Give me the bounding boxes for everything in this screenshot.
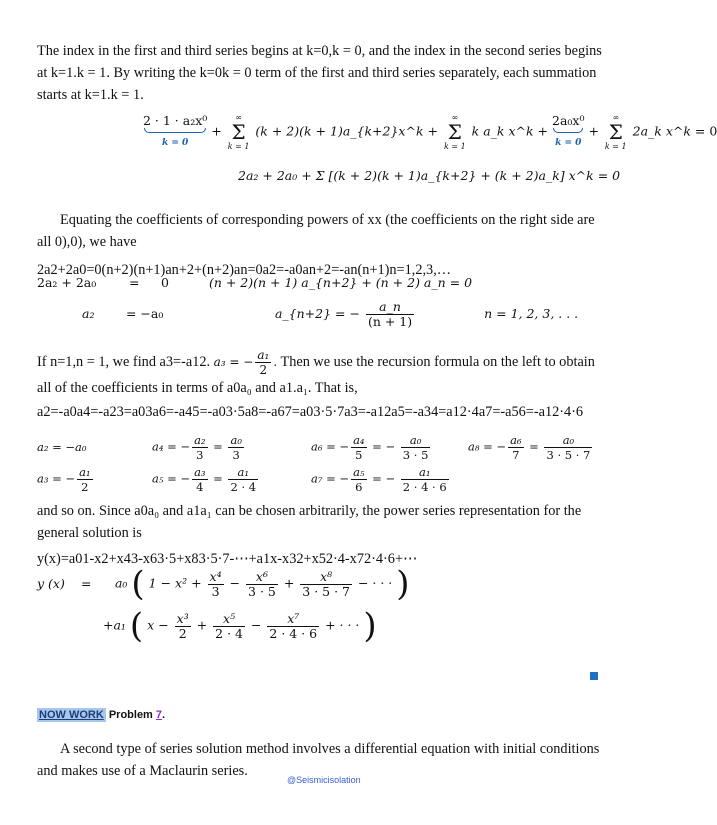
equation-combined: 2a₂ + 2a₀ + Σ [(k + 2)(k + 1)a_{k+2} + (k + 2)a_k] x^k = 0 [238,168,621,183]
paragraph-index-note: The index in the first and third series begins at k=0,k = 0, and the index in the second series begins at k=1.k = 1. By writing the k=0k = 0 term of the first and third series separately, each summation starts at k=1.k = 1. [37,43,602,103]
paragraph-maclaurin: A second type of series solution method involves a differential equation with initial conditions and makes use of a Maclaurin series. [37,741,600,779]
series-line-2: +a₁ ( x − $\frac{\text{x³}}{2}$ + $\frac{\text{x⁵}}{2 \cdot 4}$ − $\frac{\text{x⁷}}{2 \cdot 4 \cdot 6}$ + · · · ) [103,606,377,646]
sum-body-3: 2a_k x^k [632,123,691,139]
paragraph-equating: Equating the coefficients of corresponding powers of xx (the coefficients on the right side are all 0),0), we have [37,212,595,250]
coeff-a2: a₂ = −a₀ [37,440,87,454]
term-second: 2a₀x⁰ [552,113,585,128]
sum-symbol: ∞ Σ k = 1 [227,113,250,151]
brace-term-k0-a [143,113,207,148]
sum-body-1: (k + 2)(k + 1)a_{k+2}x^k [255,123,424,139]
coeff-a4: a₄ = − $\frac{\text{a₂}}{3}$ = $\frac{\text{a₀}}{3}$ [152,433,242,462]
paragraph-recursion: If n=1,n = 1, we find a3=-a12. a₃ = − $\frac{\text{a₁}}{2}$ . Then we use the recursion formula on the left to obtain all of the coefficients in terms of a0a₀ and a1.a₁. That is, [37,348,595,396]
now-work-badge[interactable]: NOW WORK [39,709,104,721]
end-of-example-marker [590,672,598,680]
raw-equation-text-1: 2a2+2a0=0(n+2)(n+1)an+2+(n+2)an=0a2=-a0an+2=-an(n+1)n=1,2,3,… [37,262,452,278]
coeff-a3: a₃ = − $\frac{\text{a₁}}{2}$ [37,465,91,494]
raw-equation-text-3: y(x)=a01-x2+x43-x63·5+x83·5·7-⋯+a1x-x32+x52·4-x72·4·6+⋯ [37,551,418,567]
coeff-a8: a₈ = − $\frac{\text{a₆}}{7}$ = $\frac{\text{a₀}}{3 \cdot 5 \cdot 7}$ [468,433,591,462]
brace-label: k = 0 [161,138,189,148]
system-line-1: 2a₂ + 2a₀ = 0 (n + 2)(n + 1) a_{n+2} + (n + 2) a_n = 0 [37,275,473,290]
coeff-a6: a₆ = − $\frac{\text{a₄}}{5}$ = − $\frac{\text{a₀}}{3 \cdot 5}$ [311,433,429,462]
series-line-1: y (x) = a₀ ( 1 − x² + $\frac{\text{x⁴}}{3}$ − $\frac{\text{x⁶}}{3 \cdot 5}$ + $\frac{\text{x⁸}}{3 \cdot 5 \cdot 7}$ − · · · ) [37,564,410,604]
system-line-2: a₂ = −a₀ a_{n+2} = − $\frac{a\_n}{(n + 1)}$ n = 1, 2, 3, . . . [82,299,579,329]
coeff-a5: a₅ = − $\frac{\text{a₃}}{4}$ = $\frac{\text{a₁}}{2 \cdot 4}$ [152,465,257,494]
coeff-a7: a₇ = − $\frac{\text{a₅}}{6}$ = − $\frac{\text{a₁}}{2 \cdot 4 \cdot 6}$ [311,465,447,494]
sum-symbol: ∞ Σ k = 1 [604,113,627,151]
equation-series-split: 2 · 1 · a₂x⁰ k = 0 + ∞ Σ k = 1 (k + 2)(k + 1)a_{k+2}x^k + ∞ Σ k = 1 k a_k x^k + 2a₀x⁰ k = 0 + ∞ Σ k = 1 2a_k x^k = 0 [143,113,717,151]
raw-equation-text-2: a2=-a0a4=-a23=a03a6=-a45=-a03·5a8=-a67=a03·5·7a3=-a12a5=-a34=a12·4a7=-a56=-a12·4·6 [37,404,584,420]
brace-term-k0-b: 2a₀x⁰ k = 0 [552,113,585,148]
term-first: 2 · 1 · a₂x⁰ [143,113,208,128]
now-work-label: Problem [108,709,153,721]
watermark: @Seismicisolation [287,775,361,785]
paragraph-general-solution: and so on. Since a0a₀ and a1a₁ can be chosen arbitrarily, the power series representation for the general solution is [37,503,582,541]
now-work-line: NOW WORK Problem 7. [39,709,166,721]
sum-symbol: ∞ Σ k = 1 [443,113,466,151]
problem-link[interactable]: 7 [155,709,163,721]
sum-body-2: k a_k x^k [471,123,534,139]
